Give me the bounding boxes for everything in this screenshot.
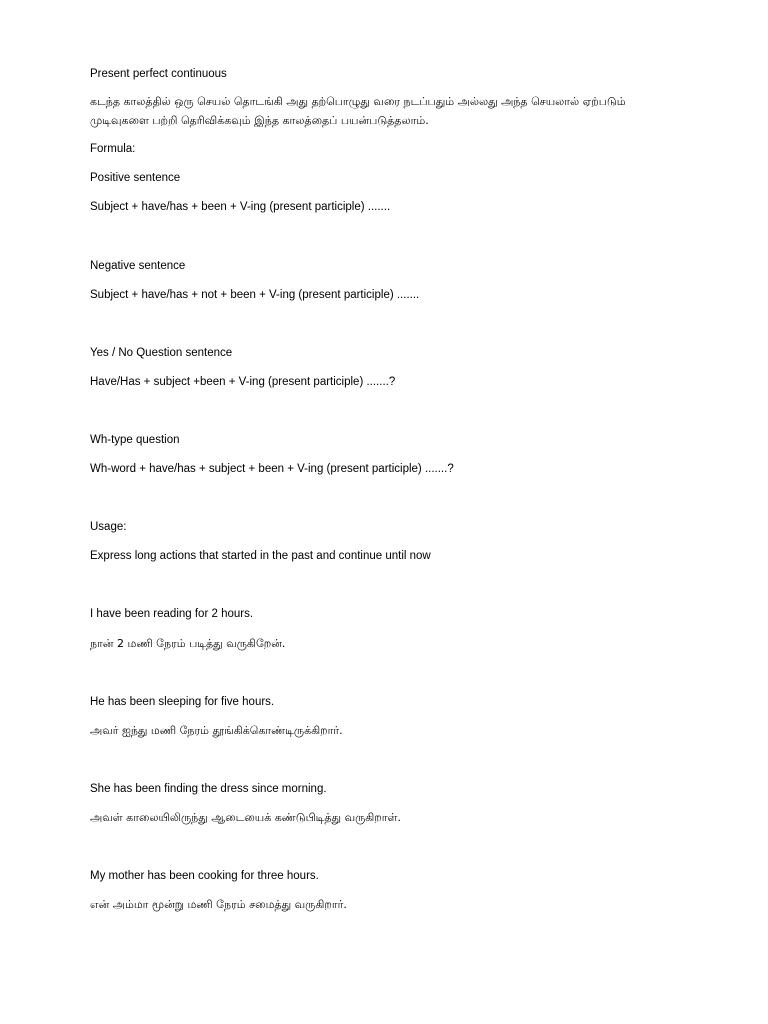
wh-formula: Wh-word + have/has + subject + been + V-ing (present participle) .......? (90, 463, 454, 475)
example-tamil: நான் 2 மணி நேரம் படித்து வருகிறேன். (90, 637, 286, 650)
example-tamil: அவர் ஐந்து மணி நேரம் தூங்கிக்கொண்டிருக்கிறார். (90, 724, 343, 737)
positive-formula: Subject + have/has + been + V-ing (present participle) ....... (90, 201, 391, 213)
wh-heading: Wh-type question (90, 434, 180, 446)
intro-line-1: கடந்த காலத்தில் ஒரு செயல் தொடங்கி அது தற்பொழுது வரை நடப்பதும் அல்லது அந்த செயலால் ஏற்படும் (90, 95, 626, 108)
example-english: He has been sleeping for five hours. (90, 696, 275, 708)
positive-heading: Positive sentence (90, 172, 181, 184)
example-tamil: அவள் காலையிலிருந்து ஆடையைக் கண்டுபிடித்து வருகிறாள். (90, 811, 401, 824)
example-english: I have been reading for 2 hours. (90, 608, 254, 620)
page-title: Present perfect continuous (90, 68, 227, 80)
question-formula: Have/Has + subject +been + V-ing (present participle) .......? (90, 376, 396, 388)
intro-line-2: முடிவுகளை பற்றி தெரிவிக்கவும் இந்த காலத்தைப் பயன்படுத்தலாம். (90, 114, 429, 127)
example-english: She has been finding the dress since morning. (90, 783, 327, 795)
usage-text: Express long actions that started in the past and continue until now (90, 550, 431, 562)
negative-heading: Negative sentence (90, 260, 186, 272)
intro-paragraph (90, 92, 690, 130)
question-heading: Yes / No Question sentence (90, 347, 233, 359)
negative-formula: Subject + have/has + not + been + V-ing (present participle) ....... (90, 289, 420, 301)
example-english: My mother has been cooking for three hours. (90, 870, 319, 882)
formula-heading: Formula: (90, 143, 136, 155)
example-tamil: என் அம்மா மூன்று மணி நேரம் சமைத்து வருகிறார். (90, 898, 347, 911)
usage-heading: Usage: (90, 521, 127, 533)
